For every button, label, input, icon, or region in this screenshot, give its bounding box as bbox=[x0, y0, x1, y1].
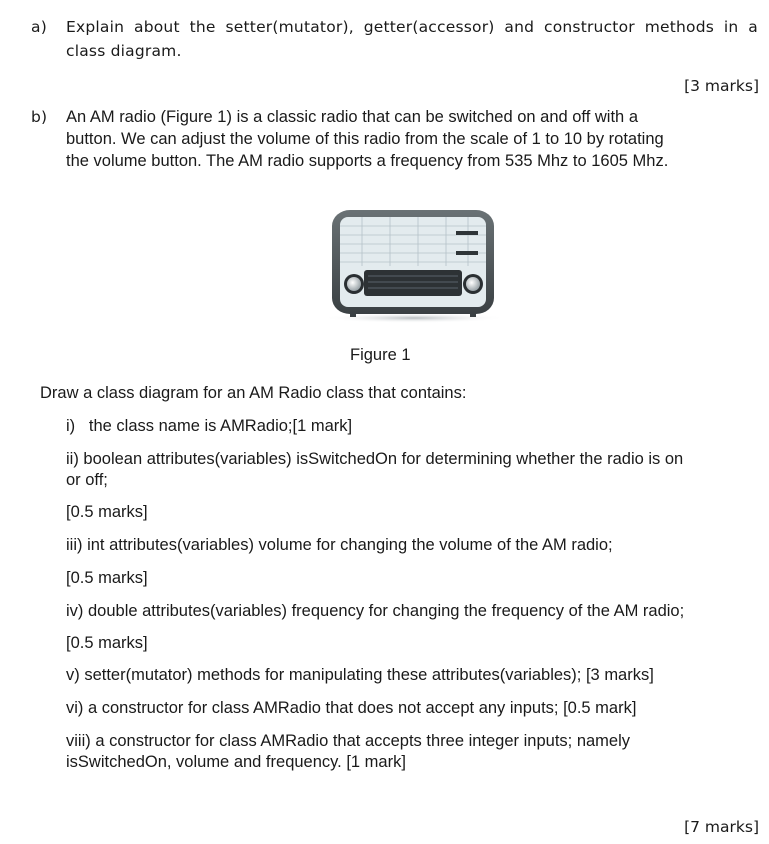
item-ii-line-2: or off; bbox=[66, 471, 108, 489]
question-a-line-2: class diagram. bbox=[66, 42, 182, 60]
radio-band-label bbox=[456, 231, 478, 235]
question-b-line-3: the volume button. The AM radio supports a frequency from 535 Mhz to 1605 Mhz. bbox=[66, 152, 669, 170]
radio-shadow bbox=[322, 313, 506, 323]
item-v: v) setter(mutator) methods for manipulating these attributes(variables); [3 marks] bbox=[66, 666, 654, 684]
item-iv: iv) double attributes(variables) frequency for changing the frequency of the AM radio; bbox=[66, 602, 685, 620]
item-iv-marks: [0.5 marks] bbox=[66, 634, 148, 652]
question-b-marks: [7 marks] bbox=[684, 818, 759, 836]
question-a-line-1: Explain about the setter(mutator), getter(accessor) and constructor methods in a bbox=[66, 18, 758, 36]
question-a-label: a) bbox=[31, 18, 47, 36]
volume-knob-face bbox=[347, 277, 361, 291]
item-viii-line-1: viii) a constructor for class AMRadio that accepts three integer inputs; namely bbox=[66, 732, 631, 750]
item-iii-marks: [0.5 marks] bbox=[66, 569, 148, 587]
radio-speaker-grille bbox=[364, 270, 462, 296]
tuning-knob-face bbox=[466, 277, 480, 291]
question-b-line-1: An AM radio (Figure 1) is a classic radio that can be switched on and off with a bbox=[66, 108, 638, 126]
question-b-label: b) bbox=[31, 108, 48, 126]
item-ii-line-1: ii) boolean attributes(variables) isSwitchedOn for determining whether the radio is on bbox=[66, 450, 684, 468]
item-viii-line-2: isSwitchedOn, volume and frequency. [1 mark] bbox=[66, 753, 406, 771]
item-ii-marks: [0.5 marks] bbox=[66, 503, 148, 521]
radio-foot-right bbox=[470, 313, 476, 317]
radio-band-label bbox=[456, 251, 478, 255]
item-vi: vi) a constructor for class AMRadio that does not accept any inputs; [0.5 mark] bbox=[66, 699, 637, 717]
question-b-line-2: button. We can adjust the volume of this radio from the scale of 1 to 10 by rotating bbox=[66, 130, 664, 148]
question-a-marks: [3 marks] bbox=[684, 77, 759, 95]
item-iii: iii) int attributes(variables) volume for changing the volume of the AM radio; bbox=[66, 536, 613, 554]
instruction: Draw a class diagram for an AM Radio class that contains: bbox=[40, 384, 467, 402]
item-i: i) the class name is AMRadio;[1 mark] bbox=[66, 417, 353, 435]
radio-foot-left bbox=[350, 313, 356, 317]
figure-caption: Figure 1 bbox=[350, 346, 411, 364]
am-radio-image bbox=[318, 204, 510, 326]
